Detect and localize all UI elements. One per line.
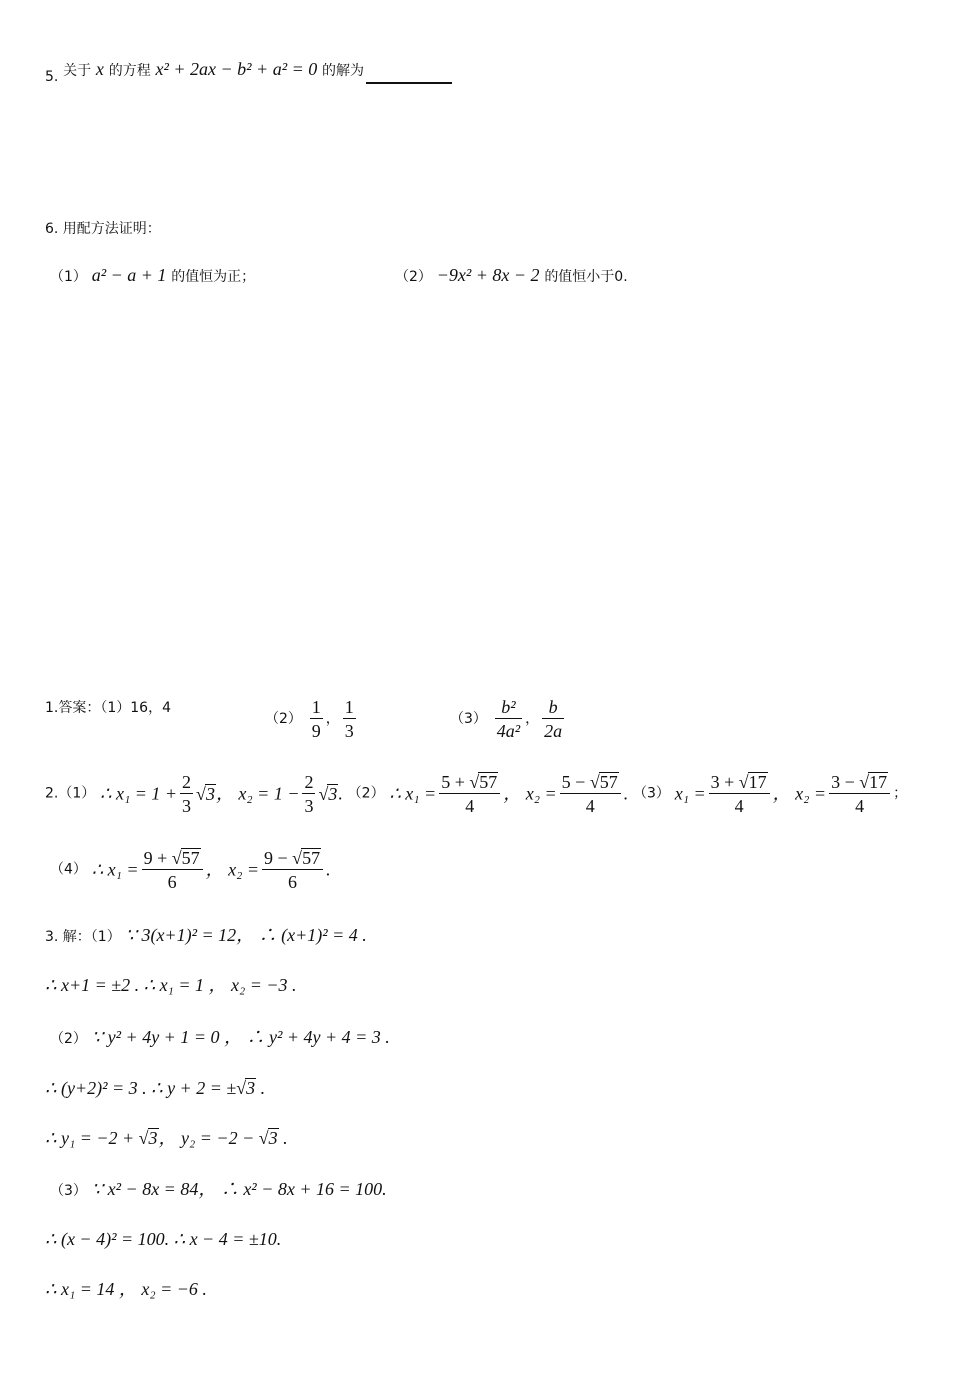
ans1-p2-frac2: [343, 698, 356, 740]
ans2-p1-root-b: √3: [318, 784, 338, 804]
ans2-p4-label: （4）: [50, 861, 87, 878]
ans2-p4-x1-sqrt: 57: [181, 848, 200, 868]
ans2-p2-x2-num: 5 − √57: [560, 772, 621, 794]
ans2-p3-x2-lhs: ， x₂ =: [772, 783, 827, 804]
ans1-p2-f2-num: 1: [344, 697, 354, 717]
ans2-p2-x1-den: 4: [465, 796, 475, 816]
ans1-p2-f2-den: 3: [344, 721, 354, 741]
ans2-p3-x1-lhs: x₁ =: [674, 783, 706, 804]
ans2-p2-frac-x1: [439, 772, 500, 815]
ans2-p4-x2-num-a: 9 −: [264, 848, 288, 868]
question-5: [45, 60, 452, 84]
ans1-p3-f2-den: 2a: [544, 721, 563, 741]
ans1-p3-frac1: [495, 698, 522, 740]
ans2-p3-frac-x1: [709, 772, 770, 815]
ans3-line-3: [50, 1028, 390, 1046]
ans1-p2-frac1: [310, 698, 323, 740]
q5-number: 5.: [45, 69, 59, 85]
ans3-l5-end: .: [283, 1128, 288, 1148]
ans2-p2-frac-x2: [560, 772, 621, 815]
q6-header: 6. 用配方法证明：: [45, 221, 161, 237]
ans3-l6-math: ∵ x² − 8x = 84， ∴ x² − 8x + 16 = 100.: [91, 1179, 387, 1199]
answer-1: [45, 700, 171, 715]
q5-equation: x² + 2ax − b² + a² = 0: [155, 59, 318, 79]
ans1-sep-2: ，: [525, 711, 540, 727]
ans3-l4-a: ∴ (y+2)² = 3 . ∴ y + 2 = ±: [45, 1078, 237, 1098]
ans1-p2-label: （2）: [265, 711, 302, 727]
ans3-l5-sqrt-b: 3: [268, 1128, 278, 1148]
ans2-p4-x1-num-a: 9 +: [143, 848, 168, 868]
ans2-p1-end: .: [338, 783, 343, 804]
ans2-p3-x2-num: 3 − √17: [829, 772, 890, 794]
ans3-line-5: ∴ y₁ = −2 + √3， y₂ = −2 − √3 .: [45, 1128, 288, 1148]
q5-text-after: 的解为: [322, 63, 365, 79]
q5-text-before: 关于: [63, 63, 92, 79]
ans2-p2-x1-num: 5 + √57: [439, 772, 500, 794]
ans3-l5-b: ， y₂ = −2 −: [158, 1128, 255, 1148]
q6-part2-text: 的值恒小于0.: [544, 269, 628, 285]
ans2-p2-x1-sqrt: 57: [479, 772, 498, 792]
ans2-p2-x2-sqrt: 57: [599, 772, 618, 792]
ans2-p1-frac-a: [180, 773, 193, 815]
q5-answer-blank[interactable]: [366, 66, 452, 84]
ans2-p3-x1-den: 4: [734, 796, 744, 816]
ans1-p3-frac2: [542, 698, 564, 740]
ans2-p3-x1-num-a: 3 +: [710, 772, 735, 792]
ans1-p2-f1-den: 9: [311, 721, 321, 741]
ans3-l6-label: （3）: [50, 1183, 87, 1199]
ans2-p2-label: （2）: [347, 785, 385, 802]
ans3-l5-sqrt-a: 3: [148, 1128, 158, 1148]
ans2-p3-x1-num: 3 + √17: [709, 772, 770, 794]
q6-part1-expr: a² − a + 1: [91, 265, 167, 285]
ans2-p3-x2-den: 4: [855, 796, 865, 816]
ans2-label: 2.（1）: [45, 785, 96, 802]
ans2-p4-x2-sqrt: 57: [302, 848, 321, 868]
ans2-p4-frac-x2: [262, 848, 323, 891]
ans2-p2-x2-num-a: 5 −: [561, 772, 586, 792]
ans2-p4-x1-lhs: ∴ x₁ =: [91, 859, 139, 880]
q6-part2-expr: −9x² + 8x − 2: [436, 265, 540, 285]
ans2-p2-end: .: [623, 783, 629, 804]
ans2-p4-x2-num: 9 − √57: [262, 848, 323, 870]
ans3-l1-label: 3. 解：（1）: [45, 929, 121, 945]
ans2-p1-sqrt-a: 3: [205, 784, 215, 804]
q6-part2-label: （2）: [395, 269, 432, 285]
ans1-part3: [450, 698, 567, 740]
ans1-sep-1: ，: [325, 711, 340, 727]
ans2-p3-x1-sqrt: 17: [748, 772, 767, 792]
q6-part1: [50, 266, 255, 284]
q6-part2: [395, 266, 628, 284]
ans3-line-6: [50, 1180, 387, 1198]
ans2-p1-num-b: 2: [304, 771, 314, 792]
answer-2-line-1: [45, 772, 907, 815]
ans2-p1-x2-lhs: ， x₂ = 1 −: [215, 783, 300, 804]
ans1-p3-label: （3）: [450, 711, 487, 727]
ans2-p2-x2-den: 4: [585, 796, 595, 816]
ans1-prefix: 1.答案：（1）16，4: [45, 700, 171, 716]
ans1-part2: [265, 698, 359, 740]
ans2-p1-den-b: 3: [304, 795, 314, 816]
ans2-p4-end: .: [326, 859, 331, 880]
ans3-l5-a: ∴ y₁ = −2 +: [45, 1128, 135, 1148]
ans2-p1-root-a: √3: [196, 784, 215, 804]
ans1-p2-f1-num: 1: [311, 697, 321, 717]
ans3-l4-end: .: [260, 1078, 266, 1098]
ans2-p4-x1-den: 6: [167, 872, 177, 892]
ans2-p1-den-a: 3: [182, 795, 192, 816]
ans2-p3-frac-x2: [829, 772, 890, 815]
ans2-p4-x2-den: 6: [288, 872, 298, 892]
ans3-line-1: [45, 926, 367, 944]
q6-part1-label: （1）: [50, 269, 87, 285]
ans3-l3-math: ∵ y² + 4y + 1 = 0 ， ∴ y² + 4y + 4 = 3 .: [91, 1027, 390, 1047]
ans1-p3-f1-den: 4a²: [496, 721, 521, 741]
ans2-p2-x1-num-a: 5 +: [441, 772, 465, 792]
ans3-line-2: ∴ x+1 = ±2 . ∴ x₁ = 1 ， x₂ = −3 .: [45, 975, 297, 995]
ans1-p3-f2-num: b: [542, 698, 564, 719]
q5-text-mid: 的方程: [108, 63, 151, 79]
ans2-p1-frac-b: [302, 773, 315, 815]
ans3-l1-math: ∵ 3(x+1)² = 12， ∴ (x+1)² = 4 .: [125, 925, 367, 945]
ans2-p1-x1-lhs: ∴ x₁ = 1 +: [100, 783, 178, 804]
ans3-l4-sqrt: 3: [246, 1078, 256, 1098]
ans2-p2-x2-lhs: ， x₂ =: [503, 783, 557, 804]
answer-2-line-2: [50, 848, 331, 891]
q6-part1-text: 的值恒为正；: [171, 269, 256, 285]
ans2-p3-x2-num-a: 3 −: [831, 772, 855, 792]
ans3-line-4: ∴ (y+2)² = 3 . ∴ y + 2 = ±√3 .: [45, 1078, 266, 1098]
ans3-l3-label: （2）: [50, 1031, 87, 1047]
ans2-p4-x1-num: 9 + √57: [142, 848, 203, 870]
ans2-p1-num-a: 2: [182, 771, 192, 792]
ans2-p2-x1-lhs: ∴ x₁ =: [389, 783, 437, 804]
ans2-p4-frac-x1: [142, 848, 203, 891]
ans3-line-8: ∴ x₁ = 14 ， x₂ = −6 .: [45, 1279, 207, 1299]
q5-var: x: [95, 59, 104, 79]
ans2-p1-sqrt-b: 3: [328, 784, 338, 804]
ans2-p3-end: ；: [893, 785, 908, 802]
ans2-p4-x2-lhs: ， x₂ =: [205, 859, 260, 880]
ans1-p3-f1-num: b²: [495, 698, 522, 719]
ans2-p3-x2-sqrt: 17: [869, 772, 888, 792]
ans2-p3-label: （3）: [633, 785, 670, 802]
ans3-line-7: ∴ (x − 4)² = 100. ∴ x − 4 = ±10.: [45, 1229, 282, 1249]
